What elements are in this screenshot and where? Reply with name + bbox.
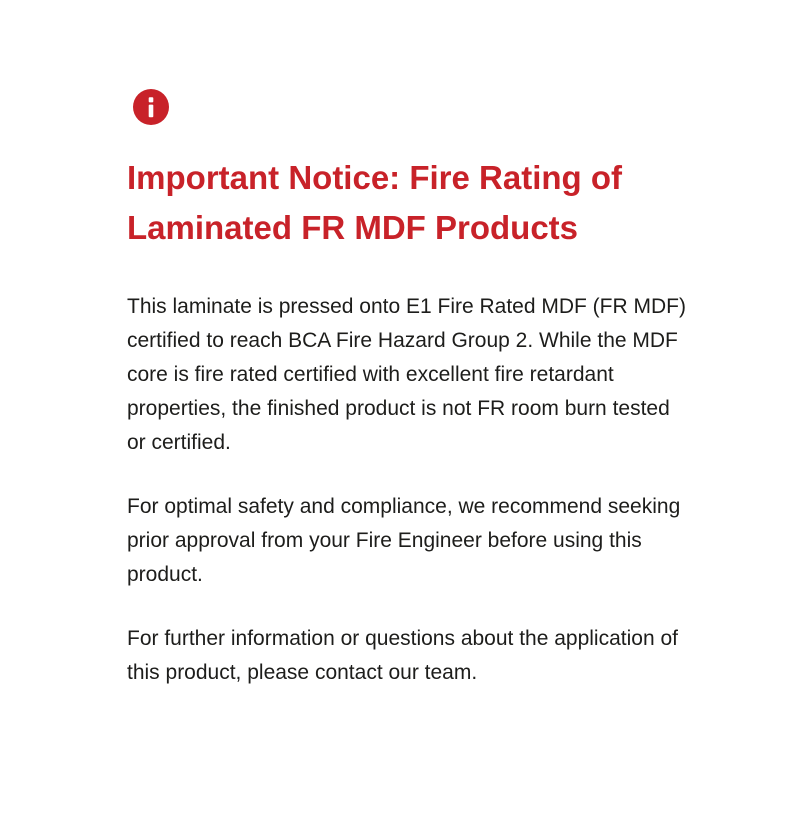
notice-paragraph-2: For optimal safety and compliance, we recommend seeking prior approval from your Fire Engineer before using this product. xyxy=(127,495,681,586)
info-icon xyxy=(133,89,169,125)
notice-title: Important Notice: Fire Rating of Laminated FR MDF Products xyxy=(127,159,622,246)
notice-paragraph-3: For further information or questions about the application of this product, please contact our team. xyxy=(127,627,678,684)
notice-paragraph-1: This laminate is pressed onto E1 Fire Rated MDF (FR MDF) certified to reach BCA Fire Hazard Group 2. While the MDF core is fire rated certified with excellent fire retardant properties, the finished product is not FR room burn tested or certified. xyxy=(127,295,686,454)
